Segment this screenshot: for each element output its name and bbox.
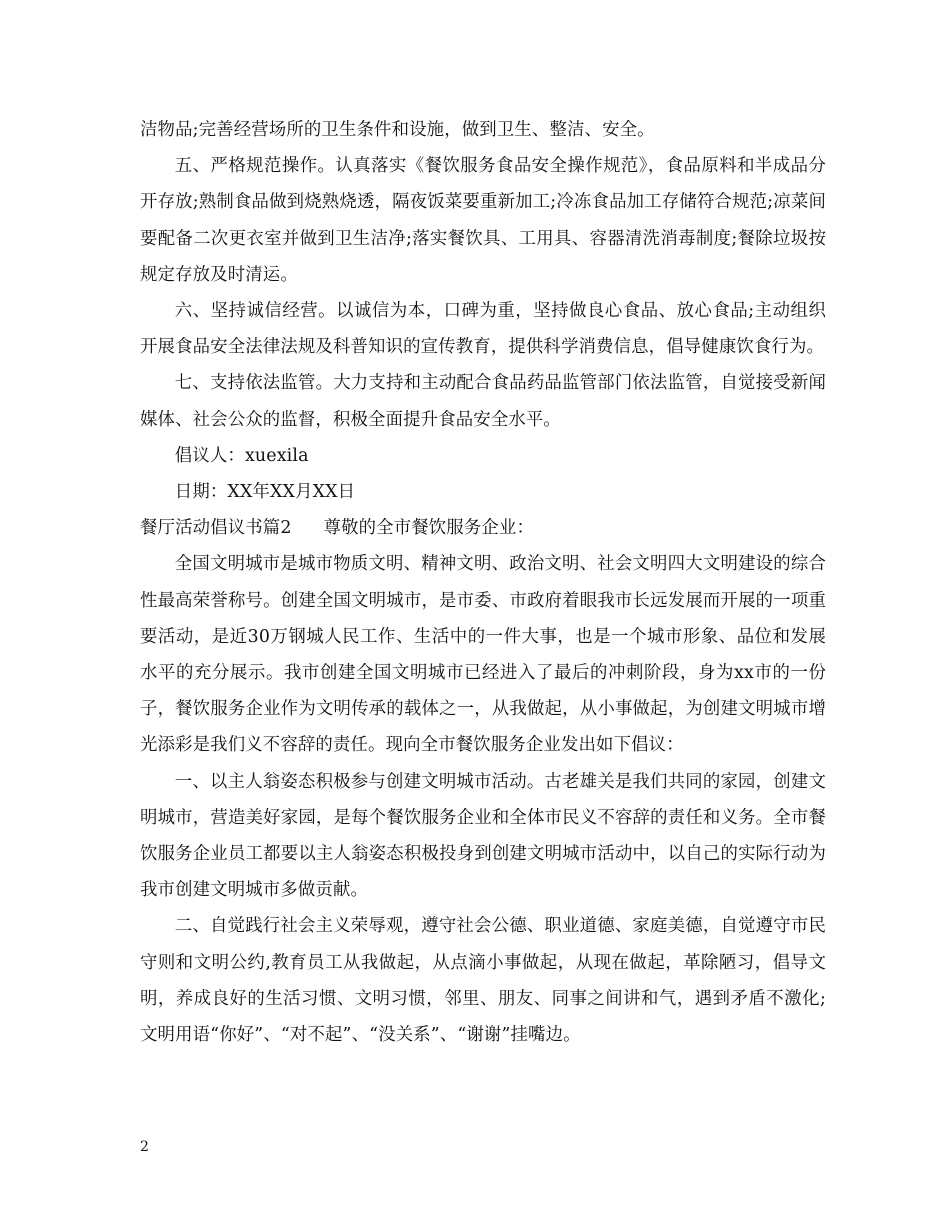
salutation: 尊敬的全市餐饮服务企业： xyxy=(323,518,535,539)
page-number: 2 xyxy=(140,1139,149,1155)
paragraph-five-operation-standards: 五、严格规范操作。认真落实《餐饮服务食品安全操作规范》，食品原料和半成品分开存放;熟制食品做到烧熟烧透，隔夜饭菜要重新加工;冷冻食品加工存储符合规范;凉菜间要配备二次更衣室并做到卫生洁净;落实餐饮具、工用具、容器清洗消毒制度;餐除垃圾按规定存放及时清运。 xyxy=(140,156,826,285)
paragraph-six-honest-business: 六、坚持诚信经营。以诚信为本，口碑为重，坚持做良心食品、放心食品;主动组织开展食品安全法律法规及科普知识的宣传教育，提供科学消费信息，倡导健康饮食行为。 xyxy=(140,301,826,358)
section-title: 餐厅活动倡议书篇2 xyxy=(140,518,292,539)
section-heading xyxy=(140,510,826,546)
document-body xyxy=(140,112,826,1053)
paragraph-two-socialist-values: 二、自觉践行社会主义荣辱观，遵守社会公德、职业道德、家庭美德，自觉遵守市民守则和文明公约,教育员工从我做起，从点滴小事做起，从现在做起，革除陋习，倡导文明，养成良好的生活习惯、文明习惯，邻里、朋友、同事之间讲和气，遇到矛盾不激化;文明用语“你好”、“对不起”、“没关系”、“谢谢”挂嘴边。 xyxy=(140,916,826,1046)
paragraph-seven-supervision: 七、支持依法监管。大力支持和主动配合食品药品监管部门依法监管，自觉接受新闻媒体、社会公众的监督，积极全面提升食品安全水平。 xyxy=(140,373,826,430)
proposer-line: 倡议人：xuexila xyxy=(174,445,309,466)
paragraph-continued: 洁物品;完善经营场所的卫生条件和设施，做到卫生、整洁、安全。 xyxy=(140,120,655,140)
paragraph-intro-civilized-city: 全国文明城市是城市物质文明、精神文明、政治文明、社会文明四大文明建设的综合性最高荣誉称号。创建全国文明城市，是市委、市政府着眼我市长远发展而开展的一项重要活动，是近30万钢城人民工作、生活中的一件大事，也是一个城市形象、品位和发展水平的充分展示。我市创建全国文明城市已经进入了最后的冲刺阶段，身为xx市的一份子，餐饮服务企业作为文明传承的载体之一，从我做起，从小事做起，为创建文明城市增光添彩是我们义不容辞的责任。现向全市餐饮服务企业发出如下倡议： xyxy=(140,554,826,756)
paragraph-one-participate: 一、以主人翁姿态积极参与创建文明城市活动。古老雄关是我们共同的家园，创建文明城市，营造美好家园，是每个餐饮服务企业和全体市民义不容辞的责任和义务。全市餐饮服务企业员工都要以主人翁姿态积极投身到创建文明城市活动中，以自己的实际行动为我市创建文明城市多做贡献。 xyxy=(140,771,826,901)
date-line: 日期：XX年XX月XX日 xyxy=(174,482,356,503)
